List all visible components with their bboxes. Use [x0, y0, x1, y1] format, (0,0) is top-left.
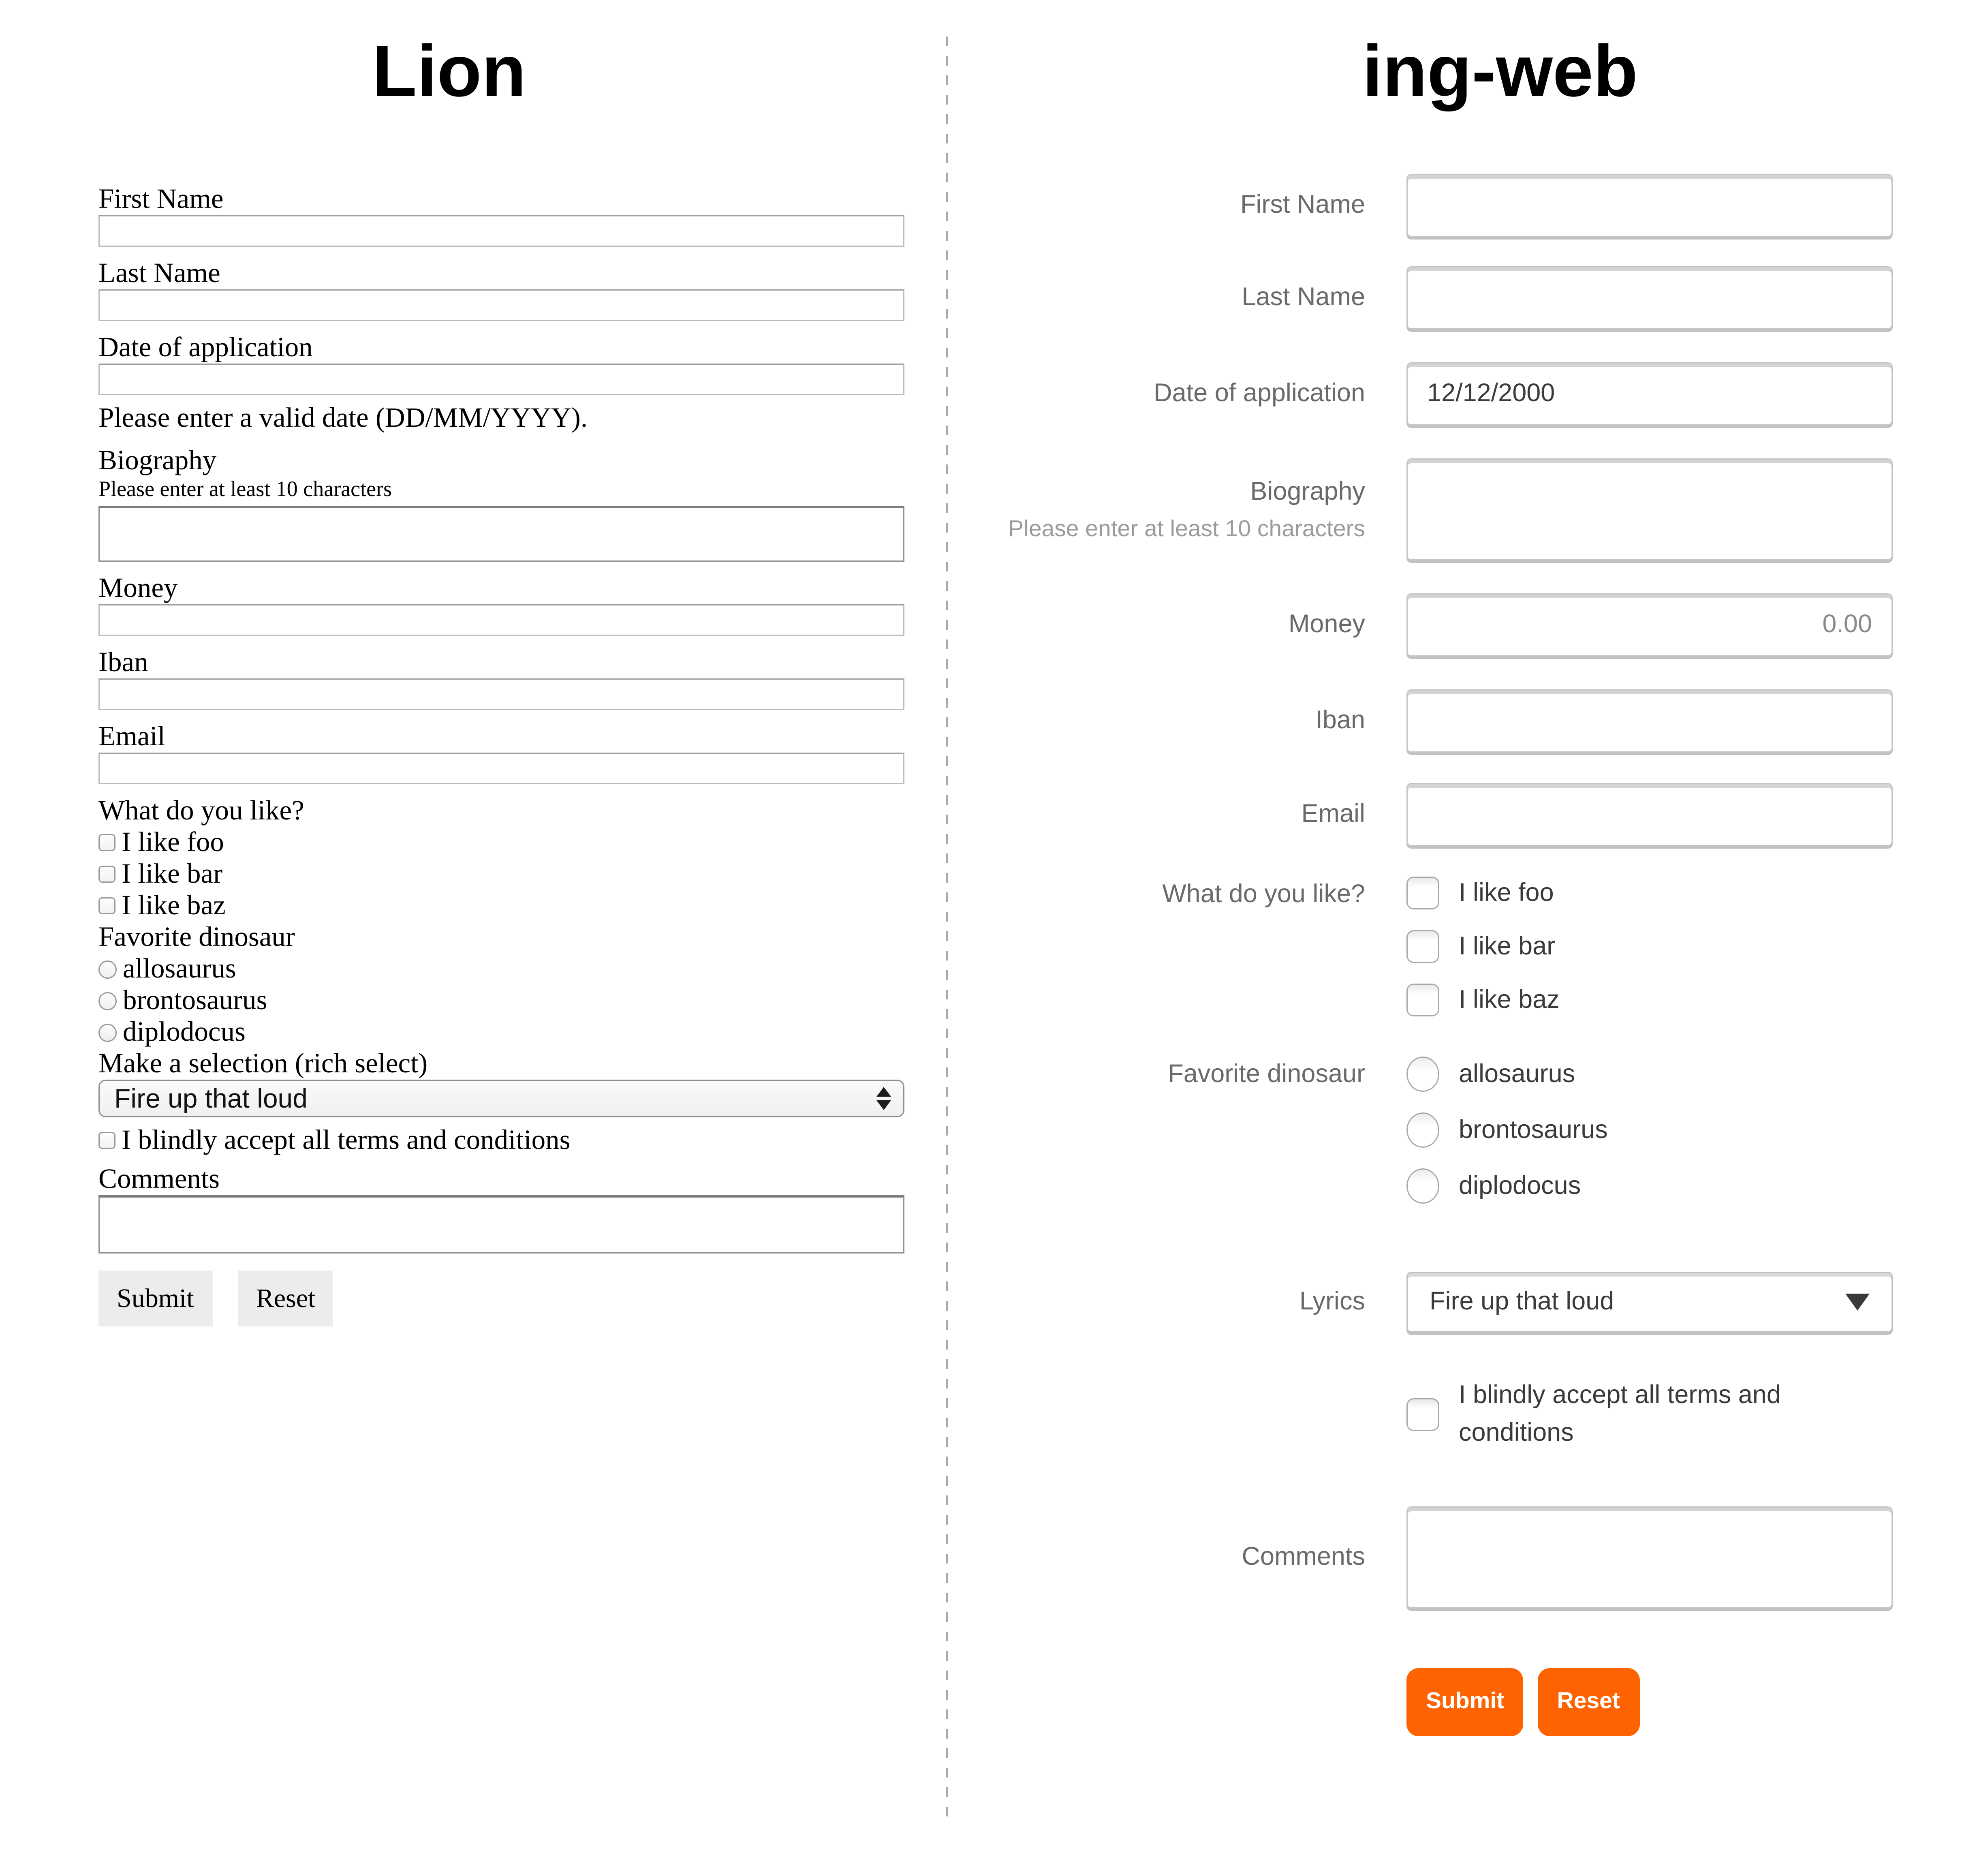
dino-option-label: allosaurus: [1459, 1060, 1575, 1088]
iban-field: [98, 647, 904, 710]
ing-web-form: [949, 174, 1977, 1736]
dino-option-label: diplodocus: [123, 1016, 246, 1047]
rich-select-value: Fire up that loud: [114, 1082, 308, 1113]
dino-option-row[interactable]: [98, 985, 904, 1016]
email-label: Email: [98, 721, 165, 751]
date-label: Date of application: [1154, 379, 1365, 407]
like-option-label: I like baz: [1459, 986, 1560, 1014]
date-field: [98, 332, 904, 434]
rich-select-field: [98, 1048, 904, 1117]
select-up-down-icon: [876, 1087, 891, 1110]
money-field: [98, 573, 904, 636]
lion-buttons: [98, 1271, 904, 1326]
date-row: [964, 362, 1977, 426]
accept-terms-label: I blindly accept all terms and conditions: [1459, 1381, 1781, 1447]
date-input[interactable]: [1406, 362, 1893, 426]
comments-row: [964, 1506, 1977, 1609]
dino-option-row[interactable]: [98, 953, 904, 985]
dino-option-row[interactable]: [1406, 1057, 1893, 1092]
like-option-label: I like bar: [1459, 933, 1556, 960]
like-option-row[interactable]: [98, 858, 904, 890]
like-option-row[interactable]: [1406, 877, 1893, 909]
email-input[interactable]: [1406, 783, 1893, 846]
last-name-label: Last Name: [1242, 283, 1365, 311]
last-name-label: Last Name: [98, 258, 220, 288]
email-field: [98, 721, 904, 784]
comments-textarea[interactable]: [1406, 1506, 1893, 1609]
lion-panel: [0, 0, 947, 1326]
first-name-input[interactable]: [1406, 174, 1893, 237]
dashed-divider-line: [946, 36, 948, 1821]
last-name-field: [98, 258, 904, 321]
dropdown-arrow-icon: [1845, 1294, 1870, 1311]
checkbox-like-foo[interactable]: [1406, 877, 1439, 909]
first-name-input[interactable]: [98, 215, 904, 247]
like-group: [98, 795, 904, 922]
radio-allosaurus[interactable]: [98, 960, 117, 978]
submit-button[interactable]: Submit: [1406, 1668, 1524, 1736]
last-name-input[interactable]: [1406, 266, 1893, 329]
money-input[interactable]: [98, 604, 904, 636]
dino-group-label: Favorite dinosaur: [98, 922, 295, 952]
checkbox-like-bar[interactable]: [98, 866, 115, 883]
lyrics-select[interactable]: [1406, 1272, 1893, 1333]
radio-allosaurus[interactable]: [1406, 1057, 1439, 1092]
checkbox-like-baz[interactable]: [98, 897, 115, 914]
checkbox-like-bar[interactable]: [1406, 930, 1439, 963]
first-name-label: First Name: [1240, 191, 1365, 219]
checkbox-accept-terms[interactable]: [1406, 1398, 1439, 1431]
lyrics-row: [964, 1272, 1977, 1333]
comments-label: Comments: [98, 1164, 220, 1194]
rich-select-label: Make a selection (rich select): [98, 1048, 428, 1078]
biography-label-block: [964, 476, 1365, 543]
like-option-label: I like baz: [122, 890, 226, 920]
reset-button[interactable]: Reset: [1538, 1668, 1639, 1736]
lion-title: Lion: [372, 30, 526, 112]
comments-label: Comments: [1242, 1543, 1365, 1571]
checkbox-like-foo[interactable]: [98, 834, 115, 851]
ing-web-title: ing-web: [1362, 30, 1638, 112]
money-label: Money: [1288, 610, 1365, 638]
money-input[interactable]: [1406, 593, 1893, 657]
email-row: [964, 783, 1977, 846]
money-row: [964, 593, 1977, 657]
last-name-row: [964, 266, 1977, 329]
biography-row: [964, 458, 1977, 560]
like-group-label: What do you like?: [1162, 880, 1365, 908]
reset-button[interactable]: Reset: [238, 1271, 334, 1326]
dino-group: [98, 922, 904, 1048]
like-option-label: I like bar: [122, 858, 223, 889]
email-input[interactable]: [98, 753, 904, 784]
dino-option-label: allosaurus: [123, 953, 236, 984]
submit-button[interactable]: Submit: [98, 1271, 212, 1326]
like-option-row[interactable]: [98, 827, 904, 858]
comments-textarea[interactable]: [98, 1195, 904, 1254]
iban-label: Iban: [98, 647, 148, 677]
like-option-row[interactable]: [98, 890, 904, 922]
iban-input[interactable]: [1406, 689, 1893, 753]
iban-input[interactable]: [98, 678, 904, 710]
like-option-label: I like foo: [1459, 879, 1554, 907]
dino-option-label: diplodocus: [1459, 1172, 1581, 1200]
date-label: Date of application: [98, 332, 313, 362]
first-name-label: First Name: [98, 184, 224, 214]
checkbox-accept-terms[interactable]: [98, 1132, 115, 1149]
biography-label: Biography: [98, 445, 217, 475]
dino-group-label: Favorite dinosaur: [1168, 1060, 1365, 1088]
like-group-label: What do you like?: [98, 795, 304, 826]
radio-diplodocus[interactable]: [1406, 1168, 1439, 1204]
biography-textarea[interactable]: [1406, 458, 1893, 560]
dino-option-row[interactable]: [98, 1016, 904, 1048]
accept-terms-row: [964, 1376, 1977, 1452]
lyrics-select-value: Fire up that loud: [1430, 1288, 1614, 1316]
like-option-row[interactable]: [1406, 984, 1893, 1016]
like-group-row: [964, 877, 1977, 1016]
dino-option-label: brontosaurus: [1459, 1116, 1608, 1144]
first-name-row: [964, 174, 1977, 237]
like-option-label: I like foo: [122, 827, 224, 857]
iban-row: [964, 689, 1977, 753]
last-name-input[interactable]: [98, 289, 904, 321]
ing-web-panel: [949, 0, 1977, 1736]
money-label: Money: [98, 573, 178, 603]
radio-brontosaurus[interactable]: [1406, 1112, 1439, 1148]
radio-brontosaurus[interactable]: [98, 992, 117, 1010]
checkbox-like-baz[interactable]: [1406, 984, 1439, 1016]
rich-select[interactable]: [98, 1080, 904, 1117]
biography-label: Biography: [1250, 477, 1365, 505]
date-input[interactable]: [98, 364, 904, 395]
biography-field: [98, 445, 904, 562]
accept-terms-label: I blindly accept all terms and conditions: [122, 1125, 571, 1155]
radio-diplodocus[interactable]: [98, 1023, 117, 1042]
biography-helper-text: Please enter at least 10 characters: [1008, 516, 1365, 542]
dino-option-row[interactable]: [1406, 1112, 1893, 1148]
first-name-field: [98, 184, 904, 247]
buttons-row: [964, 1668, 1977, 1736]
dino-option-label: brontosaurus: [123, 985, 267, 1015]
lyrics-label: Lyrics: [1299, 1288, 1365, 1316]
date-helper-text: Please enter a valid date (DD/MM/YYYY).: [98, 402, 588, 433]
email-label: Email: [1301, 800, 1365, 828]
iban-label: Iban: [1315, 706, 1365, 734]
dino-option-row[interactable]: [1406, 1168, 1893, 1204]
biography-helper-text: Please enter at least 10 characters: [98, 477, 392, 501]
accept-terms-option[interactable]: [1406, 1376, 1893, 1452]
comments-field: [98, 1164, 904, 1254]
biography-textarea[interactable]: [98, 506, 904, 562]
like-option-row[interactable]: [1406, 930, 1893, 963]
dino-group-row: [964, 1057, 1977, 1204]
accept-terms-row[interactable]: [98, 1125, 904, 1156]
lion-form: [98, 184, 904, 1326]
